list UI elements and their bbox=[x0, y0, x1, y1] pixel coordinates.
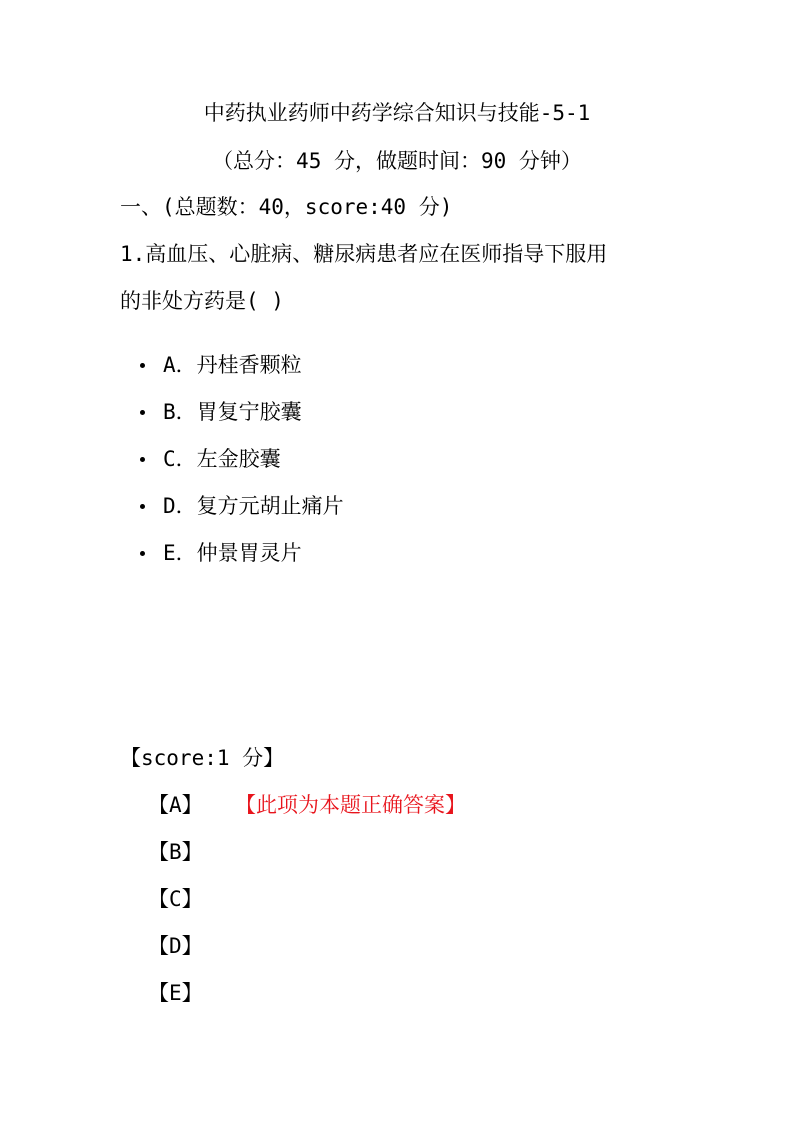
bullet-icon bbox=[140, 410, 145, 415]
answer-label-a: 【A】 bbox=[148, 793, 203, 817]
bullet-icon bbox=[140, 504, 145, 509]
option-label: C．左金胶囊 bbox=[163, 447, 281, 471]
answer-label-d: 【D】 bbox=[148, 934, 203, 958]
option-d bbox=[140, 493, 344, 519]
bullet-icon bbox=[140, 457, 145, 462]
option-e bbox=[140, 540, 302, 566]
bullet-icon bbox=[140, 551, 145, 556]
option-label: A．丹桂香颗粒 bbox=[163, 353, 302, 377]
correct-answer-note: 【此项为本题正确答案】 bbox=[235, 793, 466, 817]
option-label: B．胃复宁胶囊 bbox=[163, 400, 302, 424]
option-c bbox=[140, 446, 281, 472]
section-heading: 一、(总题数：40，score:40 分) bbox=[120, 195, 453, 219]
answer-label-c: 【C】 bbox=[148, 887, 203, 911]
option-label: D．复方元胡止痛片 bbox=[163, 494, 344, 518]
option-a bbox=[140, 352, 302, 378]
question-text-line-2: 的非处方药是( ) bbox=[120, 289, 284, 313]
document-subtitle: （总分：45 分，做题时间：90 分钟） bbox=[212, 149, 582, 173]
question-text-line-1: 1.高血压、心脏病、糖尿病患者应在医师指导下服用 bbox=[120, 242, 608, 266]
score-label: 【score:1 分】 bbox=[120, 746, 285, 770]
answer-label-b: 【B】 bbox=[148, 840, 203, 864]
option-label: E．仲景胃灵片 bbox=[163, 541, 302, 565]
document-title: 中药执业药师中药学综合知识与技能-5-1 bbox=[203, 101, 591, 125]
option-b bbox=[140, 399, 302, 425]
bullet-icon bbox=[140, 363, 145, 368]
answer-label-e: 【E】 bbox=[148, 981, 203, 1005]
